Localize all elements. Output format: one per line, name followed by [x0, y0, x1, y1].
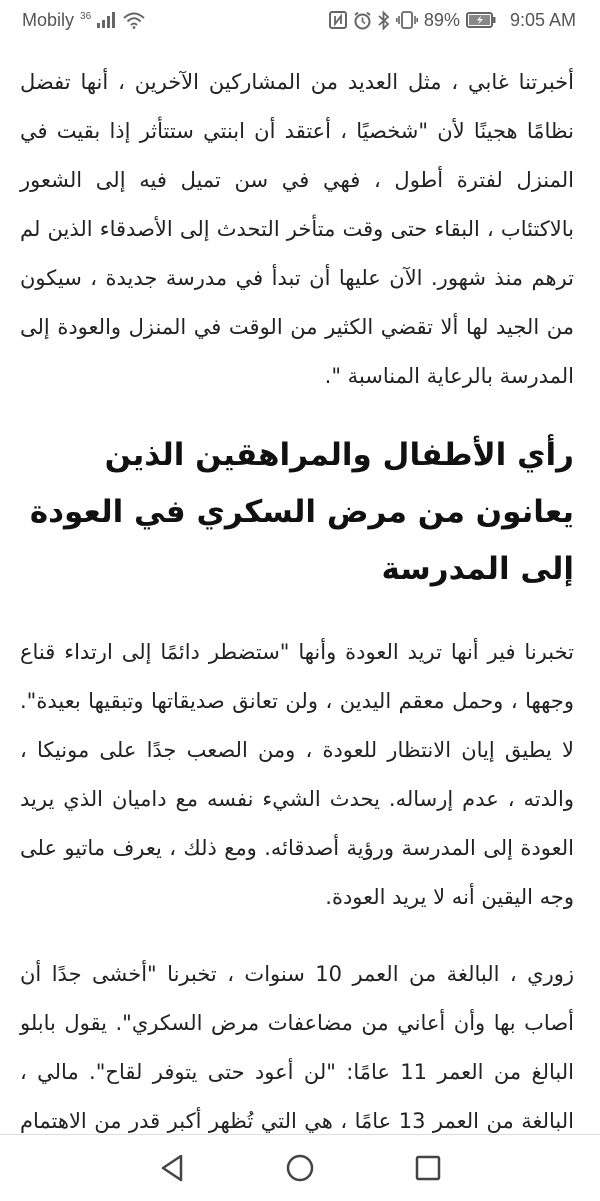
carrier-name: Mobily — [22, 9, 75, 30]
nfc-icon — [329, 11, 347, 29]
article-paragraph: تخبرنا فير أنها تريد العودة وأنها "ستضطر دائمًا إلى ارتداء قناع وجهها ، وحمل معقم اليدين ، ولن تعانق صديقاتها وتبقيها بعيدة". لا يطيق إيان الانتظار للعودة ، ومن الصعب جدًا على مونيكا ، والدته ، عدم إرساله. يحدث الشيء نفسه مع داميان الذي يريد العودة إلى المدرسة ورؤية أصدقائه. ومع ذلك ، يعرف ماتيو على وجه اليقين أنه لا يريد العودة. — [20, 640, 574, 909]
battery-percentage: 89% — [423, 9, 460, 30]
status-bar-right — [329, 10, 576, 31]
home-icon[interactable] — [285, 1153, 315, 1183]
status-bar-left — [22, 10, 145, 31]
clock: 9:05 AM — [509, 9, 576, 30]
recent-apps-icon[interactable] — [413, 1153, 443, 1183]
article-content — [0, 42, 600, 1132]
alarm-icon — [353, 11, 372, 30]
bluetooth-icon — [378, 11, 390, 30]
article-paragraph: زوري ، البالغة من العمر 10 سنوات ، تخبرنا "أخشى جدًا أن أصاب بها وأن أعاني من مضاعفات مرض السكري". يقول بابلو البالغ من العمر 11 عامًا: "لن أعود حتى يتوفر لقاح". مالي ، البالغة من العمر 13 عامًا ، هي التي تُظهر أكبر قدر من الاهتمام — [20, 962, 574, 1133]
vibrate-icon — [396, 11, 418, 29]
network-type: 36 — [80, 10, 92, 22]
back-icon[interactable] — [157, 1153, 187, 1183]
section-heading: رأي الأطفال والمراهقين الذين يعانون من مرض السكري في العودة إلى المدرسة — [29, 437, 574, 587]
wifi-icon — [123, 12, 145, 29]
article-paragraph: أخبرتنا غابي ، مثل العديد من المشاركين الآخرين ، أنها تفضل نظامًا هجينًا لأن "شخصيًا ، أعتقد أن ابنتي ستتأثر إذا بقيت في المنزل لفترة أطول ، فهي في سن تميل فيه إلى الشعور بالاكتئاب ، البقاء حتى وقت متأخر التحدث إلى الأصدقاء الذين لم ترهم منذ شهور. الآن عليها أن تبدأ في مدرسة جديدة ، سيكون من الجيد لها ألا تقضي الكثير من الوقت في المنزل والعودة إلى المدرسة بالرعاية المناسبة ". — [20, 70, 574, 388]
navigation-bar — [0, 1134, 600, 1201]
status-bar — [0, 0, 600, 40]
signal-icon — [97, 12, 117, 28]
battery-icon — [466, 12, 496, 28]
